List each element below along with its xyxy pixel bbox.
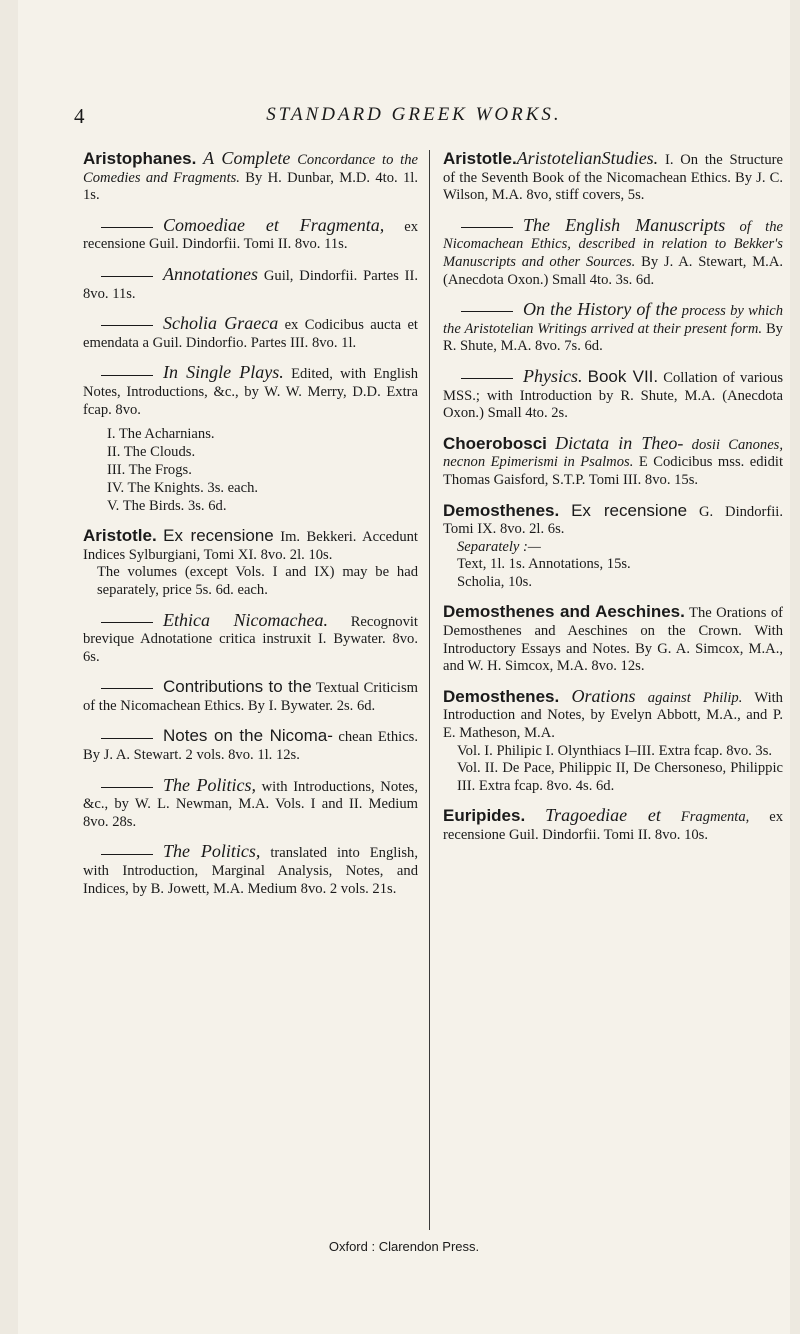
entry-title: Orations: [571, 685, 636, 706]
entry-author: Aristotle.: [83, 526, 157, 546]
entry-details: ex Codicibus aucta et emendata a Guil. Dindorfio. Partes III. 8vo. 1l.: [83, 317, 418, 351]
entry-details: translated into English, with Introduction, Marginal Analysis, Notes, and Indices, by B. Jowett, M.A. Medium 8vo. 2 vols. 21s.: [83, 845, 418, 897]
entry-aristotelian-studies: [443, 150, 783, 205]
entry-description: dosii Canones, necnon Epimerismi in Psalmos.: [443, 436, 784, 471]
entry-aristotle-bekker: [83, 527, 418, 599]
column-divider: [429, 150, 430, 1230]
entry-details: chean Ethics. By J. A. Stewart. 2 vols. 8vo. 1l. 12s.: [83, 729, 419, 764]
entry-annotationes: [83, 263, 418, 303]
page-footer: Oxford : Clarendon Press.: [328, 1239, 480, 1254]
ditto-dash: [101, 787, 153, 788]
entry-details: Textual Criticism of the Nicomachean Ethics. By I. Bywater. 2s. 6d.: [83, 680, 418, 714]
entry-politics-newman: [83, 774, 418, 832]
left-column: [83, 150, 418, 910]
entry-single-plays: [83, 364, 418, 515]
entry-politics-jowett: [83, 843, 418, 898]
entry-details: The Orations of Demosthenes and Aeschines on the Crown. With Introductory Essays and Notes. By G. A. Simcox, M.A., and W. H. Simcox, M.A. 8vo. 12s.: [443, 605, 783, 675]
ditto-dash: [101, 276, 153, 277]
entry-details: E Codicibus mss. edidit Thomas Gaisford, S.T.P. Tomi III. 8vo. 15s.: [443, 454, 784, 488]
ditto-dash: [101, 227, 153, 228]
entry-title: Scholia Graeca: [163, 313, 279, 334]
entry-author: Demosthenes.: [443, 686, 560, 706]
entry-scholia: [83, 315, 418, 352]
entry-demosthenes-orations: [443, 685, 783, 796]
entry-details: G. Dindorfii. Tomi IX. 8vo. 2l. 6s.: [443, 503, 783, 538]
entry-details: By J. A. Stewart, M.A. (Anecdota Oxon.) Small 4to. 3s. 6d.: [443, 253, 784, 288]
entry-aristophanes-concordance: [83, 150, 418, 205]
ditto-dash: [101, 375, 153, 376]
entry-details: Guil, Dindorfii. Partes II. 8vo. 11s.: [83, 267, 418, 302]
entry-euripides: [443, 807, 783, 844]
entry-text-annotations: Text, 1l. 1s. Annotations, 15s.: [457, 556, 631, 573]
entry-title: Ex recensione: [163, 526, 274, 546]
entry-title: The English Manuscripts: [523, 214, 726, 235]
ditto-dash: [101, 688, 153, 689]
entry-details: By H. Dunbar, M.D. 4to. 1l. 1s.: [83, 169, 418, 204]
entry-author: Aristotle.: [443, 149, 517, 168]
entry-title: Ethica Nicomachea.: [163, 609, 328, 630]
ditto-dash: [101, 738, 153, 739]
entry-details: With Introduction and Notes, by Evelyn Abbott, M.A., and P. E. Matheson, M.A.: [443, 689, 783, 742]
entry-details: I. On the Structure of the Seventh Book of the Nicomachean Ethics. By J. C. Wilson, M.A. 8vo, stiff covers, 5s.: [443, 152, 783, 204]
entry-note: The volumes (except Vols. I and IX) may be had separately, price 5s. 6d. each.: [97, 564, 418, 598]
entry-title: Contributions to the: [163, 677, 312, 697]
entry-author: Demosthenes and Aeschines.: [443, 602, 685, 622]
ditto-dash: [461, 227, 513, 228]
ditto-dash: [461, 311, 513, 312]
list-item: I. The Acharnians.: [107, 426, 215, 443]
entry-details: ex recensione Guil. Dindorfii. Tomi II. 8vo. 11s.: [83, 218, 418, 253]
list-item: II. The Clouds.: [107, 444, 196, 461]
page-header: [74, 104, 754, 128]
entry-title: Comoediae et Fragmenta,: [163, 214, 385, 235]
volume-1: Vol. I. Philipic I. Olynthiacs I–III. Extra fcap. 8vo. 3s.: [457, 742, 773, 759]
right-column: [443, 150, 783, 857]
entry-ethica: [83, 609, 418, 667]
entry-title: In Single Plays.: [163, 362, 284, 383]
ditto-dash: [101, 854, 153, 855]
entry-title: Ex recensione: [571, 500, 688, 520]
list-item: IV. The Knights. 3s. each.: [107, 480, 259, 497]
entry-title: The Politics,: [163, 841, 261, 862]
entry-description: process by which the Aristotelian Writings arrived at their present form.: [443, 303, 783, 337]
entry-details: ex recensione Guil. Dindorfii. Tomi II. 8vo. 10s.: [443, 809, 784, 843]
entry-scholia: Scholia, 10s.: [457, 573, 532, 590]
entry-author: Choerobosci: [443, 433, 547, 453]
plays-list: [107, 425, 418, 515]
entry-title: Physics.: [523, 365, 583, 386]
entry-author: Aristophanes.: [83, 149, 197, 168]
entry-details: with Introductions, Notes, &c., by W. L. Newman, M.A. Vols. I and II. Medium 8vo. 28s.: [83, 778, 418, 830]
entry-author: Euripides.: [443, 806, 526, 826]
entry-choerobosci: [443, 432, 784, 490]
ditto-dash: [101, 622, 153, 623]
page-number: 4: [74, 104, 85, 128]
list-item: V. The Birds. 3s. 6d.: [107, 498, 227, 515]
entry-contributions: [83, 678, 418, 715]
book-page: [18, 0, 790, 1334]
entry-details: Recognovit brevique Adnotatione critica instruxit I. Bywater. 8vo. 6s.: [83, 613, 418, 665]
entry-english-manuscripts: [443, 214, 784, 289]
entry-description: of the Nicomachean Ethics, described in relation to Bekker's Manuscripts and other Sources.: [443, 218, 783, 270]
entry-title: Notes on the Nicoma-: [163, 726, 333, 746]
entry-title: AristotelianStudies.: [516, 148, 659, 168]
entry-title: The Politics,: [163, 774, 256, 795]
entry-title: Dictata in Theo-: [555, 432, 684, 453]
entry-title: Tragoediae et: [545, 805, 661, 826]
entry-details: Collation of various MSS.; with Introduction by R. Shute, M.A. (Anecdota Oxon.) Small 4to. 2s.: [443, 369, 784, 422]
volume-2: Vol. II. De Pace, Philippic II, De Chersoneso, Philippic III. Extra fcap. 8vo. 4s. 6d.: [457, 760, 783, 794]
entry-author: Demosthenes.: [443, 500, 560, 520]
entry-description: Fragmenta,: [680, 809, 750, 826]
entry-title: Annotationes: [163, 263, 258, 284]
entry-description: against Philip.: [647, 689, 743, 706]
entry-details: Edited, with English Notes, Introductions, &c., by W. W. Merry, D.D. Extra fcap. 8vo.: [83, 366, 418, 418]
entry-description: Concordance to the Comedies and Fragments.: [83, 152, 419, 186]
running-title: STANDARD GREEK WORKS.: [266, 104, 562, 125]
entry-demosthenes-aeschines: [443, 603, 783, 675]
ditto-dash: [461, 378, 513, 379]
entry-separately: Separately :—: [457, 538, 541, 555]
entry-title: A Complete: [203, 148, 291, 168]
ditto-dash: [101, 325, 153, 326]
entry-physics: [443, 365, 784, 423]
entry-details: Im. Bekkeri. Accedunt Indices Sylburgiani, Tomi XI. 8vo. 2l. 10s.: [83, 529, 418, 563]
entry-details: By R. Shute, M.A. 8vo. 7s. 6d.: [443, 320, 783, 355]
entry-title: On the History of the: [523, 299, 678, 320]
list-item: III. The Frogs.: [107, 462, 192, 479]
entry-notes-stewart: [83, 727, 418, 764]
entry-history-writings: [443, 301, 783, 356]
entry-demosthenes-dindorf: [443, 502, 783, 592]
entry-title-continued: Book VII.: [587, 366, 659, 386]
entry-comoediae: [83, 214, 418, 254]
